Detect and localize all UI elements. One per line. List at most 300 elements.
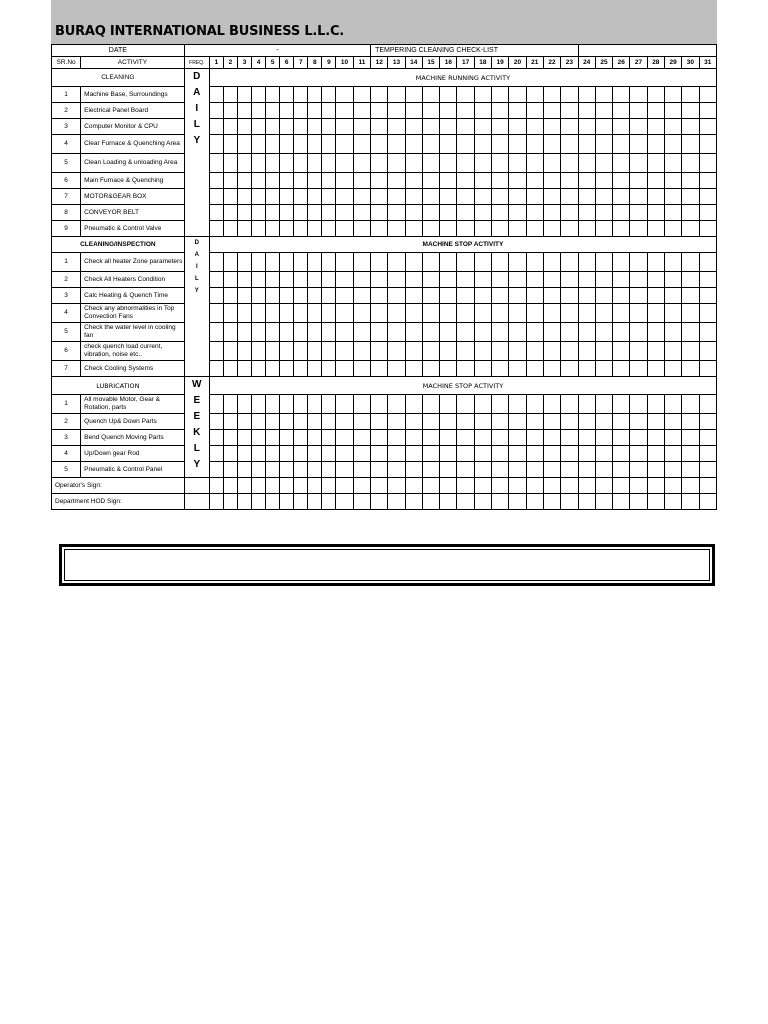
day-check-cell[interactable] xyxy=(613,135,630,154)
day-check-cell[interactable] xyxy=(322,205,336,221)
day-check-cell[interactable] xyxy=(664,119,681,135)
day-check-cell[interactable] xyxy=(405,103,422,119)
day-check-cell[interactable] xyxy=(209,135,223,154)
day-check-cell[interactable] xyxy=(699,342,716,361)
operator-sign-cell[interactable] xyxy=(699,478,716,494)
day-check-cell[interactable] xyxy=(280,189,294,205)
day-check-cell[interactable] xyxy=(422,154,439,173)
day-check-cell[interactable] xyxy=(699,430,716,446)
day-check-cell[interactable] xyxy=(237,446,251,462)
day-check-cell[interactable] xyxy=(294,87,308,103)
day-check-cell[interactable] xyxy=(474,288,491,304)
day-check-cell[interactable] xyxy=(353,103,370,119)
day-check-cell[interactable] xyxy=(630,446,647,462)
day-check-cell[interactable] xyxy=(578,430,595,446)
day-check-cell[interactable] xyxy=(509,304,526,323)
day-check-cell[interactable] xyxy=(526,189,543,205)
day-check-cell[interactable] xyxy=(353,446,370,462)
day-check-cell[interactable] xyxy=(578,395,595,414)
hod-sign-cell[interactable] xyxy=(294,494,308,510)
day-check-cell[interactable] xyxy=(578,288,595,304)
day-check-cell[interactable] xyxy=(561,154,578,173)
day-check-cell[interactable] xyxy=(294,154,308,173)
day-check-cell[interactable] xyxy=(422,395,439,414)
day-check-cell[interactable] xyxy=(405,462,422,478)
day-check-cell[interactable] xyxy=(492,288,509,304)
day-check-cell[interactable] xyxy=(526,135,543,154)
hod-sign-cell[interactable] xyxy=(682,494,699,510)
day-check-cell[interactable] xyxy=(595,304,612,323)
day-check-cell[interactable] xyxy=(280,135,294,154)
day-check-cell[interactable] xyxy=(578,119,595,135)
day-check-cell[interactable] xyxy=(422,430,439,446)
day-check-cell[interactable] xyxy=(322,154,336,173)
day-check-cell[interactable] xyxy=(492,189,509,205)
day-check-cell[interactable] xyxy=(630,304,647,323)
operator-sign-cell[interactable] xyxy=(280,478,294,494)
day-check-cell[interactable] xyxy=(561,135,578,154)
day-check-cell[interactable] xyxy=(630,119,647,135)
day-check-cell[interactable] xyxy=(647,288,664,304)
day-check-cell[interactable] xyxy=(595,430,612,446)
day-check-cell[interactable] xyxy=(223,103,237,119)
day-check-cell[interactable] xyxy=(237,288,251,304)
day-check-cell[interactable] xyxy=(561,87,578,103)
hod-sign-cell[interactable] xyxy=(353,494,370,510)
day-check-cell[interactable] xyxy=(578,221,595,237)
day-check-cell[interactable] xyxy=(280,446,294,462)
day-check-cell[interactable] xyxy=(595,323,612,342)
day-check-cell[interactable] xyxy=(474,304,491,323)
day-check-cell[interactable] xyxy=(526,119,543,135)
day-check-cell[interactable] xyxy=(252,361,266,377)
day-check-cell[interactable] xyxy=(353,361,370,377)
day-check-cell[interactable] xyxy=(647,173,664,189)
day-check-cell[interactable] xyxy=(526,323,543,342)
day-check-cell[interactable] xyxy=(699,154,716,173)
day-check-cell[interactable] xyxy=(336,361,353,377)
day-check-cell[interactable] xyxy=(474,342,491,361)
day-check-cell[interactable] xyxy=(492,272,509,288)
day-check-cell[interactable] xyxy=(336,103,353,119)
day-check-cell[interactable] xyxy=(664,446,681,462)
day-check-cell[interactable] xyxy=(223,189,237,205)
day-check-cell[interactable] xyxy=(543,395,560,414)
day-check-cell[interactable] xyxy=(209,119,223,135)
day-check-cell[interactable] xyxy=(630,462,647,478)
day-check-cell[interactable] xyxy=(322,395,336,414)
operator-sign-cell[interactable] xyxy=(664,478,681,494)
day-check-cell[interactable] xyxy=(595,395,612,414)
hod-sign-cell[interactable] xyxy=(509,494,526,510)
day-check-cell[interactable] xyxy=(308,414,322,430)
day-check-cell[interactable] xyxy=(252,221,266,237)
day-check-cell[interactable] xyxy=(294,462,308,478)
day-check-cell[interactable] xyxy=(474,189,491,205)
day-check-cell[interactable] xyxy=(388,430,405,446)
day-check-cell[interactable] xyxy=(252,135,266,154)
day-check-cell[interactable] xyxy=(543,135,560,154)
day-check-cell[interactable] xyxy=(509,154,526,173)
day-check-cell[interactable] xyxy=(492,173,509,189)
day-check-cell[interactable] xyxy=(543,446,560,462)
day-check-cell[interactable] xyxy=(526,103,543,119)
day-check-cell[interactable] xyxy=(526,221,543,237)
day-check-cell[interactable] xyxy=(492,253,509,272)
day-check-cell[interactable] xyxy=(371,323,388,342)
day-check-cell[interactable] xyxy=(613,361,630,377)
day-check-cell[interactable] xyxy=(336,173,353,189)
day-check-cell[interactable] xyxy=(308,253,322,272)
day-check-cell[interactable] xyxy=(280,323,294,342)
day-check-cell[interactable] xyxy=(280,119,294,135)
day-check-cell[interactable] xyxy=(266,414,280,430)
day-check-cell[interactable] xyxy=(223,414,237,430)
day-check-cell[interactable] xyxy=(252,414,266,430)
day-check-cell[interactable] xyxy=(388,205,405,221)
day-check-cell[interactable] xyxy=(440,395,457,414)
day-check-cell[interactable] xyxy=(223,221,237,237)
day-check-cell[interactable] xyxy=(353,462,370,478)
day-check-cell[interactable] xyxy=(209,414,223,430)
operator-sign-cell[interactable] xyxy=(526,478,543,494)
day-check-cell[interactable] xyxy=(664,173,681,189)
day-check-cell[interactable] xyxy=(595,87,612,103)
day-check-cell[interactable] xyxy=(388,342,405,361)
day-check-cell[interactable] xyxy=(252,430,266,446)
day-check-cell[interactable] xyxy=(336,288,353,304)
hod-sign-cell[interactable] xyxy=(308,494,322,510)
day-check-cell[interactable] xyxy=(509,414,526,430)
day-check-cell[interactable] xyxy=(595,272,612,288)
day-check-cell[interactable] xyxy=(223,361,237,377)
day-check-cell[interactable] xyxy=(280,221,294,237)
day-check-cell[interactable] xyxy=(682,221,699,237)
day-check-cell[interactable] xyxy=(543,87,560,103)
day-check-cell[interactable] xyxy=(457,103,474,119)
day-check-cell[interactable] xyxy=(388,414,405,430)
day-check-cell[interactable] xyxy=(422,342,439,361)
day-check-cell[interactable] xyxy=(294,361,308,377)
day-check-cell[interactable] xyxy=(308,361,322,377)
hod-sign-cell[interactable] xyxy=(699,494,716,510)
day-check-cell[interactable] xyxy=(664,395,681,414)
day-check-cell[interactable] xyxy=(526,430,543,446)
day-check-cell[interactable] xyxy=(526,414,543,430)
day-check-cell[interactable] xyxy=(578,189,595,205)
day-check-cell[interactable] xyxy=(237,414,251,430)
day-check-cell[interactable] xyxy=(509,361,526,377)
day-check-cell[interactable] xyxy=(308,189,322,205)
day-check-cell[interactable] xyxy=(699,135,716,154)
day-check-cell[interactable] xyxy=(595,288,612,304)
day-check-cell[interactable] xyxy=(422,253,439,272)
day-check-cell[interactable] xyxy=(699,221,716,237)
day-check-cell[interactable] xyxy=(308,395,322,414)
day-check-cell[interactable] xyxy=(682,119,699,135)
day-check-cell[interactable] xyxy=(371,361,388,377)
day-check-cell[interactable] xyxy=(252,342,266,361)
day-check-cell[interactable] xyxy=(223,253,237,272)
operator-sign-cell[interactable] xyxy=(252,478,266,494)
day-check-cell[interactable] xyxy=(492,361,509,377)
day-check-cell[interactable] xyxy=(223,342,237,361)
day-check-cell[interactable] xyxy=(308,272,322,288)
day-check-cell[interactable] xyxy=(405,189,422,205)
day-check-cell[interactable] xyxy=(561,221,578,237)
day-check-cell[interactable] xyxy=(371,342,388,361)
day-check-cell[interactable] xyxy=(647,87,664,103)
day-check-cell[interactable] xyxy=(371,395,388,414)
day-check-cell[interactable] xyxy=(595,221,612,237)
day-check-cell[interactable] xyxy=(578,205,595,221)
day-check-cell[interactable] xyxy=(252,304,266,323)
day-check-cell[interactable] xyxy=(422,323,439,342)
day-check-cell[interactable] xyxy=(509,288,526,304)
day-check-cell[interactable] xyxy=(457,462,474,478)
day-check-cell[interactable] xyxy=(492,446,509,462)
day-check-cell[interactable] xyxy=(371,119,388,135)
day-check-cell[interactable] xyxy=(353,395,370,414)
day-check-cell[interactable] xyxy=(578,361,595,377)
day-check-cell[interactable] xyxy=(223,173,237,189)
operator-sign-cell[interactable] xyxy=(223,478,237,494)
day-check-cell[interactable] xyxy=(664,205,681,221)
day-check-cell[interactable] xyxy=(294,395,308,414)
day-check-cell[interactable] xyxy=(422,414,439,430)
hod-sign-cell[interactable] xyxy=(237,494,251,510)
day-check-cell[interactable] xyxy=(308,173,322,189)
operator-sign-cell[interactable] xyxy=(578,478,595,494)
day-check-cell[interactable] xyxy=(526,288,543,304)
day-check-cell[interactable] xyxy=(294,221,308,237)
day-check-cell[interactable] xyxy=(561,446,578,462)
day-check-cell[interactable] xyxy=(422,135,439,154)
day-check-cell[interactable] xyxy=(509,462,526,478)
day-check-cell[interactable] xyxy=(595,205,612,221)
day-check-cell[interactable] xyxy=(595,119,612,135)
day-check-cell[interactable] xyxy=(613,87,630,103)
day-check-cell[interactable] xyxy=(353,205,370,221)
hod-sign-cell[interactable] xyxy=(647,494,664,510)
day-check-cell[interactable] xyxy=(613,189,630,205)
operator-sign-cell[interactable] xyxy=(405,478,422,494)
day-check-cell[interactable] xyxy=(613,288,630,304)
day-check-cell[interactable] xyxy=(237,205,251,221)
day-check-cell[interactable] xyxy=(682,253,699,272)
day-check-cell[interactable] xyxy=(252,87,266,103)
day-check-cell[interactable] xyxy=(699,462,716,478)
day-check-cell[interactable] xyxy=(509,119,526,135)
day-check-cell[interactable] xyxy=(237,462,251,478)
day-check-cell[interactable] xyxy=(371,173,388,189)
day-check-cell[interactable] xyxy=(237,430,251,446)
day-check-cell[interactable] xyxy=(209,87,223,103)
day-check-cell[interactable] xyxy=(457,253,474,272)
day-check-cell[interactable] xyxy=(682,173,699,189)
day-check-cell[interactable] xyxy=(457,87,474,103)
day-check-cell[interactable] xyxy=(336,154,353,173)
day-check-cell[interactable] xyxy=(209,462,223,478)
day-check-cell[interactable] xyxy=(266,342,280,361)
day-check-cell[interactable] xyxy=(457,154,474,173)
day-check-cell[interactable] xyxy=(440,272,457,288)
day-check-cell[interactable] xyxy=(613,272,630,288)
day-check-cell[interactable] xyxy=(440,462,457,478)
day-check-cell[interactable] xyxy=(630,205,647,221)
day-check-cell[interactable] xyxy=(388,272,405,288)
day-check-cell[interactable] xyxy=(492,304,509,323)
day-check-cell[interactable] xyxy=(308,154,322,173)
day-check-cell[interactable] xyxy=(440,361,457,377)
day-check-cell[interactable] xyxy=(543,205,560,221)
day-check-cell[interactable] xyxy=(526,154,543,173)
day-check-cell[interactable] xyxy=(405,205,422,221)
operator-sign-cell[interactable] xyxy=(561,478,578,494)
day-check-cell[interactable] xyxy=(209,154,223,173)
day-check-cell[interactable] xyxy=(630,103,647,119)
day-check-cell[interactable] xyxy=(474,272,491,288)
day-check-cell[interactable] xyxy=(682,135,699,154)
day-check-cell[interactable] xyxy=(266,361,280,377)
day-check-cell[interactable] xyxy=(440,430,457,446)
day-check-cell[interactable] xyxy=(492,430,509,446)
day-check-cell[interactable] xyxy=(336,342,353,361)
operator-sign-cell[interactable] xyxy=(371,478,388,494)
day-check-cell[interactable] xyxy=(699,87,716,103)
day-check-cell[interactable] xyxy=(422,304,439,323)
day-check-cell[interactable] xyxy=(371,154,388,173)
day-check-cell[interactable] xyxy=(440,323,457,342)
day-check-cell[interactable] xyxy=(699,395,716,414)
day-check-cell[interactable] xyxy=(336,414,353,430)
operator-sign-cell[interactable] xyxy=(647,478,664,494)
day-check-cell[interactable] xyxy=(353,189,370,205)
day-check-cell[interactable] xyxy=(280,87,294,103)
day-check-cell[interactable] xyxy=(371,288,388,304)
day-check-cell[interactable] xyxy=(209,430,223,446)
day-check-cell[interactable] xyxy=(353,221,370,237)
day-check-cell[interactable] xyxy=(322,414,336,430)
hod-sign-cell[interactable] xyxy=(209,494,223,510)
day-check-cell[interactable] xyxy=(422,173,439,189)
day-check-cell[interactable] xyxy=(543,288,560,304)
operator-sign-cell[interactable] xyxy=(595,478,612,494)
day-check-cell[interactable] xyxy=(682,304,699,323)
day-check-cell[interactable] xyxy=(664,135,681,154)
day-check-cell[interactable] xyxy=(322,323,336,342)
day-check-cell[interactable] xyxy=(440,103,457,119)
day-check-cell[interactable] xyxy=(578,135,595,154)
day-check-cell[interactable] xyxy=(682,103,699,119)
day-check-cell[interactable] xyxy=(237,395,251,414)
day-check-cell[interactable] xyxy=(595,103,612,119)
day-check-cell[interactable] xyxy=(440,342,457,361)
day-check-cell[interactable] xyxy=(440,221,457,237)
hod-sign-cell[interactable] xyxy=(266,494,280,510)
day-check-cell[interactable] xyxy=(405,342,422,361)
day-check-cell[interactable] xyxy=(457,323,474,342)
day-check-cell[interactable] xyxy=(664,430,681,446)
day-check-cell[interactable] xyxy=(613,304,630,323)
day-check-cell[interactable] xyxy=(561,414,578,430)
day-check-cell[interactable] xyxy=(405,135,422,154)
day-check-cell[interactable] xyxy=(440,446,457,462)
day-check-cell[interactable] xyxy=(371,103,388,119)
day-check-cell[interactable] xyxy=(422,119,439,135)
day-check-cell[interactable] xyxy=(595,253,612,272)
day-check-cell[interactable] xyxy=(371,205,388,221)
day-check-cell[interactable] xyxy=(353,119,370,135)
day-check-cell[interactable] xyxy=(647,304,664,323)
day-check-cell[interactable] xyxy=(336,462,353,478)
day-check-cell[interactable] xyxy=(509,446,526,462)
day-check-cell[interactable] xyxy=(492,462,509,478)
day-check-cell[interactable] xyxy=(664,288,681,304)
day-check-cell[interactable] xyxy=(682,205,699,221)
day-check-cell[interactable] xyxy=(308,205,322,221)
day-check-cell[interactable] xyxy=(699,103,716,119)
day-check-cell[interactable] xyxy=(474,221,491,237)
day-check-cell[interactable] xyxy=(266,430,280,446)
day-check-cell[interactable] xyxy=(388,253,405,272)
day-check-cell[interactable] xyxy=(294,103,308,119)
day-check-cell[interactable] xyxy=(647,135,664,154)
day-check-cell[interactable] xyxy=(308,135,322,154)
day-check-cell[interactable] xyxy=(595,446,612,462)
day-check-cell[interactable] xyxy=(613,221,630,237)
day-check-cell[interactable] xyxy=(388,304,405,323)
day-check-cell[interactable] xyxy=(664,323,681,342)
day-check-cell[interactable] xyxy=(578,304,595,323)
day-check-cell[interactable] xyxy=(526,395,543,414)
day-check-cell[interactable] xyxy=(613,414,630,430)
day-check-cell[interactable] xyxy=(252,119,266,135)
operator-sign-cell[interactable] xyxy=(509,478,526,494)
day-check-cell[interactable] xyxy=(209,323,223,342)
day-check-cell[interactable] xyxy=(252,173,266,189)
day-check-cell[interactable] xyxy=(266,154,280,173)
day-check-cell[interactable] xyxy=(647,414,664,430)
day-check-cell[interactable] xyxy=(647,342,664,361)
day-check-cell[interactable] xyxy=(422,221,439,237)
day-check-cell[interactable] xyxy=(237,135,251,154)
day-check-cell[interactable] xyxy=(405,446,422,462)
day-check-cell[interactable] xyxy=(209,342,223,361)
day-check-cell[interactable] xyxy=(474,430,491,446)
day-check-cell[interactable] xyxy=(371,87,388,103)
day-check-cell[interactable] xyxy=(543,323,560,342)
day-check-cell[interactable] xyxy=(336,87,353,103)
day-check-cell[interactable] xyxy=(252,395,266,414)
day-check-cell[interactable] xyxy=(509,87,526,103)
day-check-cell[interactable] xyxy=(388,189,405,205)
day-check-cell[interactable] xyxy=(630,272,647,288)
day-check-cell[interactable] xyxy=(388,221,405,237)
day-check-cell[interactable] xyxy=(561,395,578,414)
day-check-cell[interactable] xyxy=(682,87,699,103)
day-check-cell[interactable] xyxy=(405,154,422,173)
day-check-cell[interactable] xyxy=(664,462,681,478)
day-check-cell[interactable] xyxy=(543,154,560,173)
day-check-cell[interactable] xyxy=(492,154,509,173)
operator-sign-cell[interactable] xyxy=(353,478,370,494)
day-check-cell[interactable] xyxy=(252,323,266,342)
day-check-cell[interactable] xyxy=(223,304,237,323)
day-check-cell[interactable] xyxy=(336,304,353,323)
day-check-cell[interactable] xyxy=(322,446,336,462)
day-check-cell[interactable] xyxy=(699,446,716,462)
